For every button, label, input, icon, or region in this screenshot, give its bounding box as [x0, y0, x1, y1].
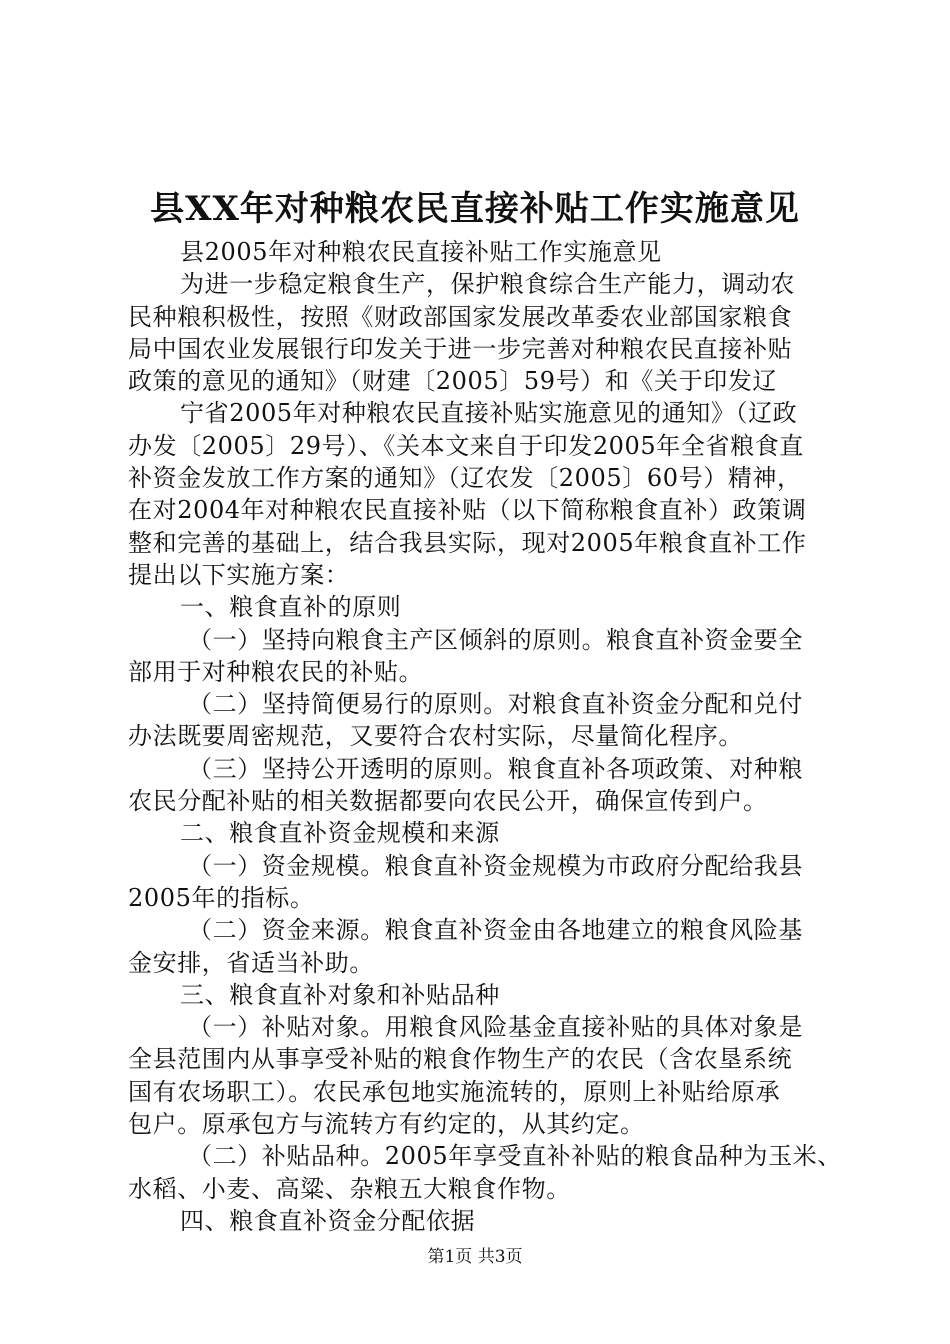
paragraph-line: （三）坚持公开透明的原则。粮食直补各项政策、对种粮 [188, 754, 803, 783]
paragraph-line: 办法既要周密规范，又要符合农村实际，尽量简化程序。 [128, 722, 743, 751]
paragraph-line: 农民分配补贴的相关数据都要向农民公开，确保宣传到户。 [128, 787, 768, 816]
paragraph-line: 包户。原承包方与流转方有约定的，从其约定。 [128, 1110, 645, 1139]
paragraph-line: 局中国农业发展银行印发关于进一步完善对种粮农民直接补贴 [128, 334, 793, 363]
page-number-footer: 第1页 共3页 [427, 1247, 523, 1267]
paragraph-line: 补资金发放工作方案的通知》（辽农发〔2005〕60号）精神， [128, 464, 802, 493]
subtitle-line: 县2005年对种粮农民直接补贴工作实施意见 [180, 238, 662, 266]
paragraph-line: 在对2004年对种粮农民直接补贴（以下简称粮食直补）政策调 [128, 496, 807, 525]
paragraph-line: 宁省2005年对种粮农民直接补贴实施意见的通知》（辽政 [180, 399, 798, 428]
paragraph-line: 民种粮积极性，按照《财政部国家发展改革委农业部国家粮食 [128, 302, 793, 331]
document-body [128, 236, 842, 1237]
paragraph-line: 水稻、小麦、高粱、杂粮五大粮食作物。 [128, 1174, 571, 1203]
paragraph-line: 国有农场职工）。农民承包地实施流转的，原则上补贴给原承 [128, 1077, 781, 1106]
paragraph-line: 2005年的指标。 [128, 883, 315, 912]
document-title: 县XX年对种粮农民直接补贴工作实施意见 [150, 189, 800, 229]
paragraph-line: 办发〔2005〕29号）、《关本文来自于印发2005年全省粮食直 [128, 431, 804, 460]
section-heading: 四、粮食直补资金分配依据 [180, 1206, 476, 1235]
paragraph-line: 政策的意见的通知》（财建〔2005〕59号）和《关于印发辽 [128, 367, 778, 396]
section-heading: 二、粮食直补资金规模和来源 [180, 819, 500, 848]
paragraph-line: 为进一步稳定粮食生产，保护粮食综合生产能力，调动农 [180, 270, 795, 299]
paragraph-line: 全县范围内从事享受补贴的粮食作物生产的农民（含农垦系统 [128, 1045, 793, 1074]
paragraph-line: 金安排，省适当补助。 [128, 948, 374, 977]
paragraph-line: （二）资金来源。粮食直补资金由各地建立的粮食风险基 [188, 916, 803, 945]
section-heading: 三、粮食直补对象和补贴品种 [180, 980, 500, 1009]
section-heading: 一、粮食直补的原则 [180, 593, 402, 622]
paragraph-line: （二）坚持简便易行的原则。对粮食直补资金分配和兑付 [188, 690, 803, 719]
paragraph-line: 部用于对种粮农民的补贴。 [128, 657, 424, 686]
paragraph-line: （一）补贴对象。用粮食风险基金直接补贴的具体对象是 [188, 1013, 803, 1042]
paragraph-line: 提出以下实施方案： [128, 560, 350, 589]
paragraph-line: 整和完善的基础上，结合我县实际，现对2005年粮食直补工作 [128, 528, 807, 557]
paragraph-line: （二）补贴品种。2005年享受直补补贴的粮食品种为玉米、 [188, 1142, 842, 1171]
paragraph-line: （一）坚持向粮食主产区倾斜的原则。粮食直补资金要全 [188, 625, 803, 654]
paragraph-line: （一）资金规模。粮食直补资金规模为市政府分配给我县 [188, 851, 803, 880]
